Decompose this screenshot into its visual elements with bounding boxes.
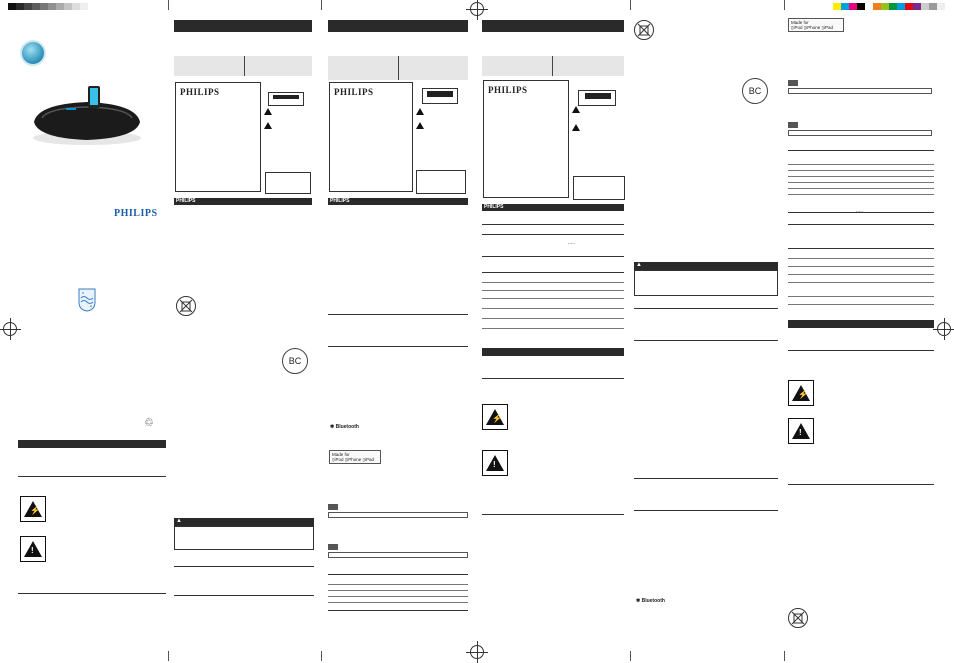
model-box	[265, 172, 311, 194]
divider	[18, 476, 166, 477]
caution-icon: ▲	[636, 262, 642, 268]
divider	[788, 224, 934, 225]
philips-footer-text: PHILIPS	[484, 204, 504, 210]
color-swatch	[913, 3, 921, 10]
divider	[788, 248, 934, 249]
cover-panel	[18, 18, 168, 618]
color-swatch	[857, 3, 865, 10]
caution-header-bar	[634, 262, 778, 270]
registration-mark-top	[470, 2, 484, 16]
bc-mark: BC	[282, 348, 308, 374]
caution-box	[268, 92, 304, 106]
panel-2	[172, 18, 314, 618]
philips-footer-text: PHILIPS	[330, 198, 350, 204]
panel-6	[786, 18, 936, 618]
table-line	[788, 188, 934, 189]
column-divider	[552, 56, 553, 76]
panel-4	[480, 18, 626, 618]
color-swatch	[897, 3, 905, 10]
bc-mark: BC	[742, 78, 768, 104]
divider	[634, 340, 778, 341]
panel-3	[326, 18, 470, 618]
registration-mark-bottom	[470, 645, 484, 659]
table-line	[788, 258, 934, 259]
divider	[174, 566, 314, 567]
section-header-bar	[482, 348, 624, 356]
bluetooth-logo: ✱ Bluetooth	[330, 424, 359, 430]
caution-box	[422, 88, 458, 104]
exclamation-warning-icon: !	[788, 418, 814, 444]
made-for-ipod-badge: Made for ▯iPod ▯iPhone ▯iPad	[788, 18, 844, 32]
color-swatch	[849, 3, 857, 10]
crossed-bin-icon	[176, 296, 196, 316]
table-line	[482, 318, 624, 319]
column-divider	[244, 56, 245, 76]
note-box	[788, 88, 932, 94]
table-header	[482, 56, 624, 76]
table-line	[788, 176, 934, 177]
bluetooth-logo: ✱ Bluetooth	[636, 598, 665, 604]
color-swatch	[921, 3, 929, 10]
divider	[482, 224, 624, 225]
divider	[482, 234, 624, 235]
warning-label-card	[175, 82, 261, 192]
model-box	[416, 170, 466, 194]
crop-mark	[784, 0, 785, 10]
divider	[634, 510, 778, 511]
gray-swatch	[40, 3, 48, 10]
note-box	[328, 512, 468, 518]
note-icon	[788, 122, 798, 128]
table-header	[174, 56, 312, 76]
color-swatch	[841, 3, 849, 10]
caution-triangle-icon	[264, 122, 272, 129]
globe-icon	[20, 40, 46, 66]
divider	[634, 308, 778, 309]
note-icon	[328, 504, 338, 510]
crop-mark	[321, 651, 322, 661]
philips-logo-cover: PHILIPS	[114, 208, 158, 219]
crop-mark	[168, 0, 169, 10]
caution-triangle-icon	[264, 108, 272, 115]
divider	[18, 593, 166, 594]
section-header-bar	[18, 440, 166, 448]
philips-logo: PHILIPS	[180, 87, 220, 97]
warning-label-card	[483, 80, 569, 198]
lightning-warning-icon: ⚡	[788, 380, 814, 406]
caution-triangle-icon	[572, 124, 580, 131]
divider	[788, 484, 934, 485]
product-image	[28, 78, 146, 148]
table-line	[328, 584, 468, 585]
gray-swatch	[72, 3, 80, 10]
divider	[634, 478, 778, 479]
color-swatch	[833, 3, 841, 10]
caution-note-box	[174, 526, 314, 550]
note-icon	[788, 80, 798, 86]
table-line	[482, 290, 624, 291]
dots-text: .....	[856, 208, 863, 214]
caution-triangle-icon	[416, 122, 424, 129]
color-swatch	[929, 3, 937, 10]
divider	[328, 610, 468, 611]
table-line	[788, 164, 934, 165]
note-box	[328, 552, 468, 558]
table-line	[788, 282, 934, 283]
philips-shield-icon	[78, 288, 96, 312]
caution-triangle-icon	[572, 106, 580, 113]
dots-text: .....	[568, 240, 575, 246]
philips-footer-text: PHILIPS	[176, 198, 196, 204]
model-box	[573, 176, 625, 200]
gray-swatch	[16, 3, 24, 10]
divider	[482, 514, 624, 515]
grayscale-bar	[8, 3, 96, 10]
section-header-bar	[788, 320, 934, 328]
divider	[482, 256, 624, 257]
gray-swatch	[80, 3, 88, 10]
crop-mark	[168, 651, 169, 661]
crossed-bin-icon	[788, 608, 808, 628]
caution-note-box	[634, 270, 778, 296]
column-divider	[398, 56, 399, 80]
color-swatch	[873, 3, 881, 10]
registration-mark-right	[937, 322, 951, 336]
caution-box	[578, 90, 616, 106]
table-line	[788, 194, 934, 195]
crop-mark	[784, 651, 785, 661]
divider	[788, 350, 934, 351]
philips-logo: PHILIPS	[334, 87, 374, 97]
divider	[482, 378, 624, 379]
color-swatch	[889, 3, 897, 10]
table-line	[482, 308, 624, 309]
gray-swatch	[8, 3, 16, 10]
crop-mark	[321, 0, 322, 10]
caution-icon: ▲	[176, 518, 182, 524]
section-header-bar	[174, 20, 312, 32]
warning-label-card	[329, 82, 413, 192]
gray-swatch	[64, 3, 72, 10]
table-line	[328, 590, 468, 591]
color-swatch	[937, 3, 945, 10]
note-box	[788, 130, 932, 136]
registration-mark-left	[3, 322, 17, 336]
recycle-icon: ♲	[144, 417, 154, 429]
table-line	[328, 596, 468, 597]
gray-swatch	[88, 3, 96, 10]
color-swatch	[865, 3, 873, 10]
exclamation-warning-icon: !	[20, 536, 46, 562]
crop-mark	[630, 651, 631, 661]
table-line	[788, 170, 934, 171]
gray-swatch	[24, 3, 32, 10]
table-line	[788, 304, 934, 305]
divider	[328, 314, 468, 315]
divider	[328, 574, 468, 575]
gray-swatch	[32, 3, 40, 10]
divider	[788, 150, 934, 151]
table-line	[788, 296, 934, 297]
divider	[482, 272, 624, 273]
divider	[328, 346, 468, 347]
table-line	[482, 282, 624, 283]
made-for-ipod-badge: Made for ▯iPod ▯iPhone ▯iPad	[329, 450, 381, 464]
divider	[174, 595, 314, 596]
lightning-warning-icon: ⚡	[20, 496, 46, 522]
exclamation-warning-icon: !	[482, 450, 508, 476]
color-swatch	[905, 3, 913, 10]
caution-header-bar	[174, 518, 314, 526]
caution-triangle-icon	[416, 108, 424, 115]
color-bar	[833, 3, 945, 10]
lightning-warning-icon: ⚡	[482, 404, 508, 430]
table-line	[482, 328, 624, 329]
table-line	[482, 298, 624, 299]
table-line	[328, 602, 468, 603]
section-header-bar	[328, 20, 468, 32]
table-line	[788, 182, 934, 183]
gray-swatch	[56, 3, 64, 10]
table-line	[788, 274, 934, 275]
philips-logo: PHILIPS	[488, 85, 528, 95]
crop-mark	[630, 0, 631, 10]
color-swatch	[881, 3, 889, 10]
note-icon	[328, 544, 338, 550]
table-line	[788, 266, 934, 267]
panel-5	[632, 18, 778, 618]
crossed-bin-icon	[634, 20, 654, 40]
gray-swatch	[48, 3, 56, 10]
section-header-bar	[482, 20, 624, 32]
